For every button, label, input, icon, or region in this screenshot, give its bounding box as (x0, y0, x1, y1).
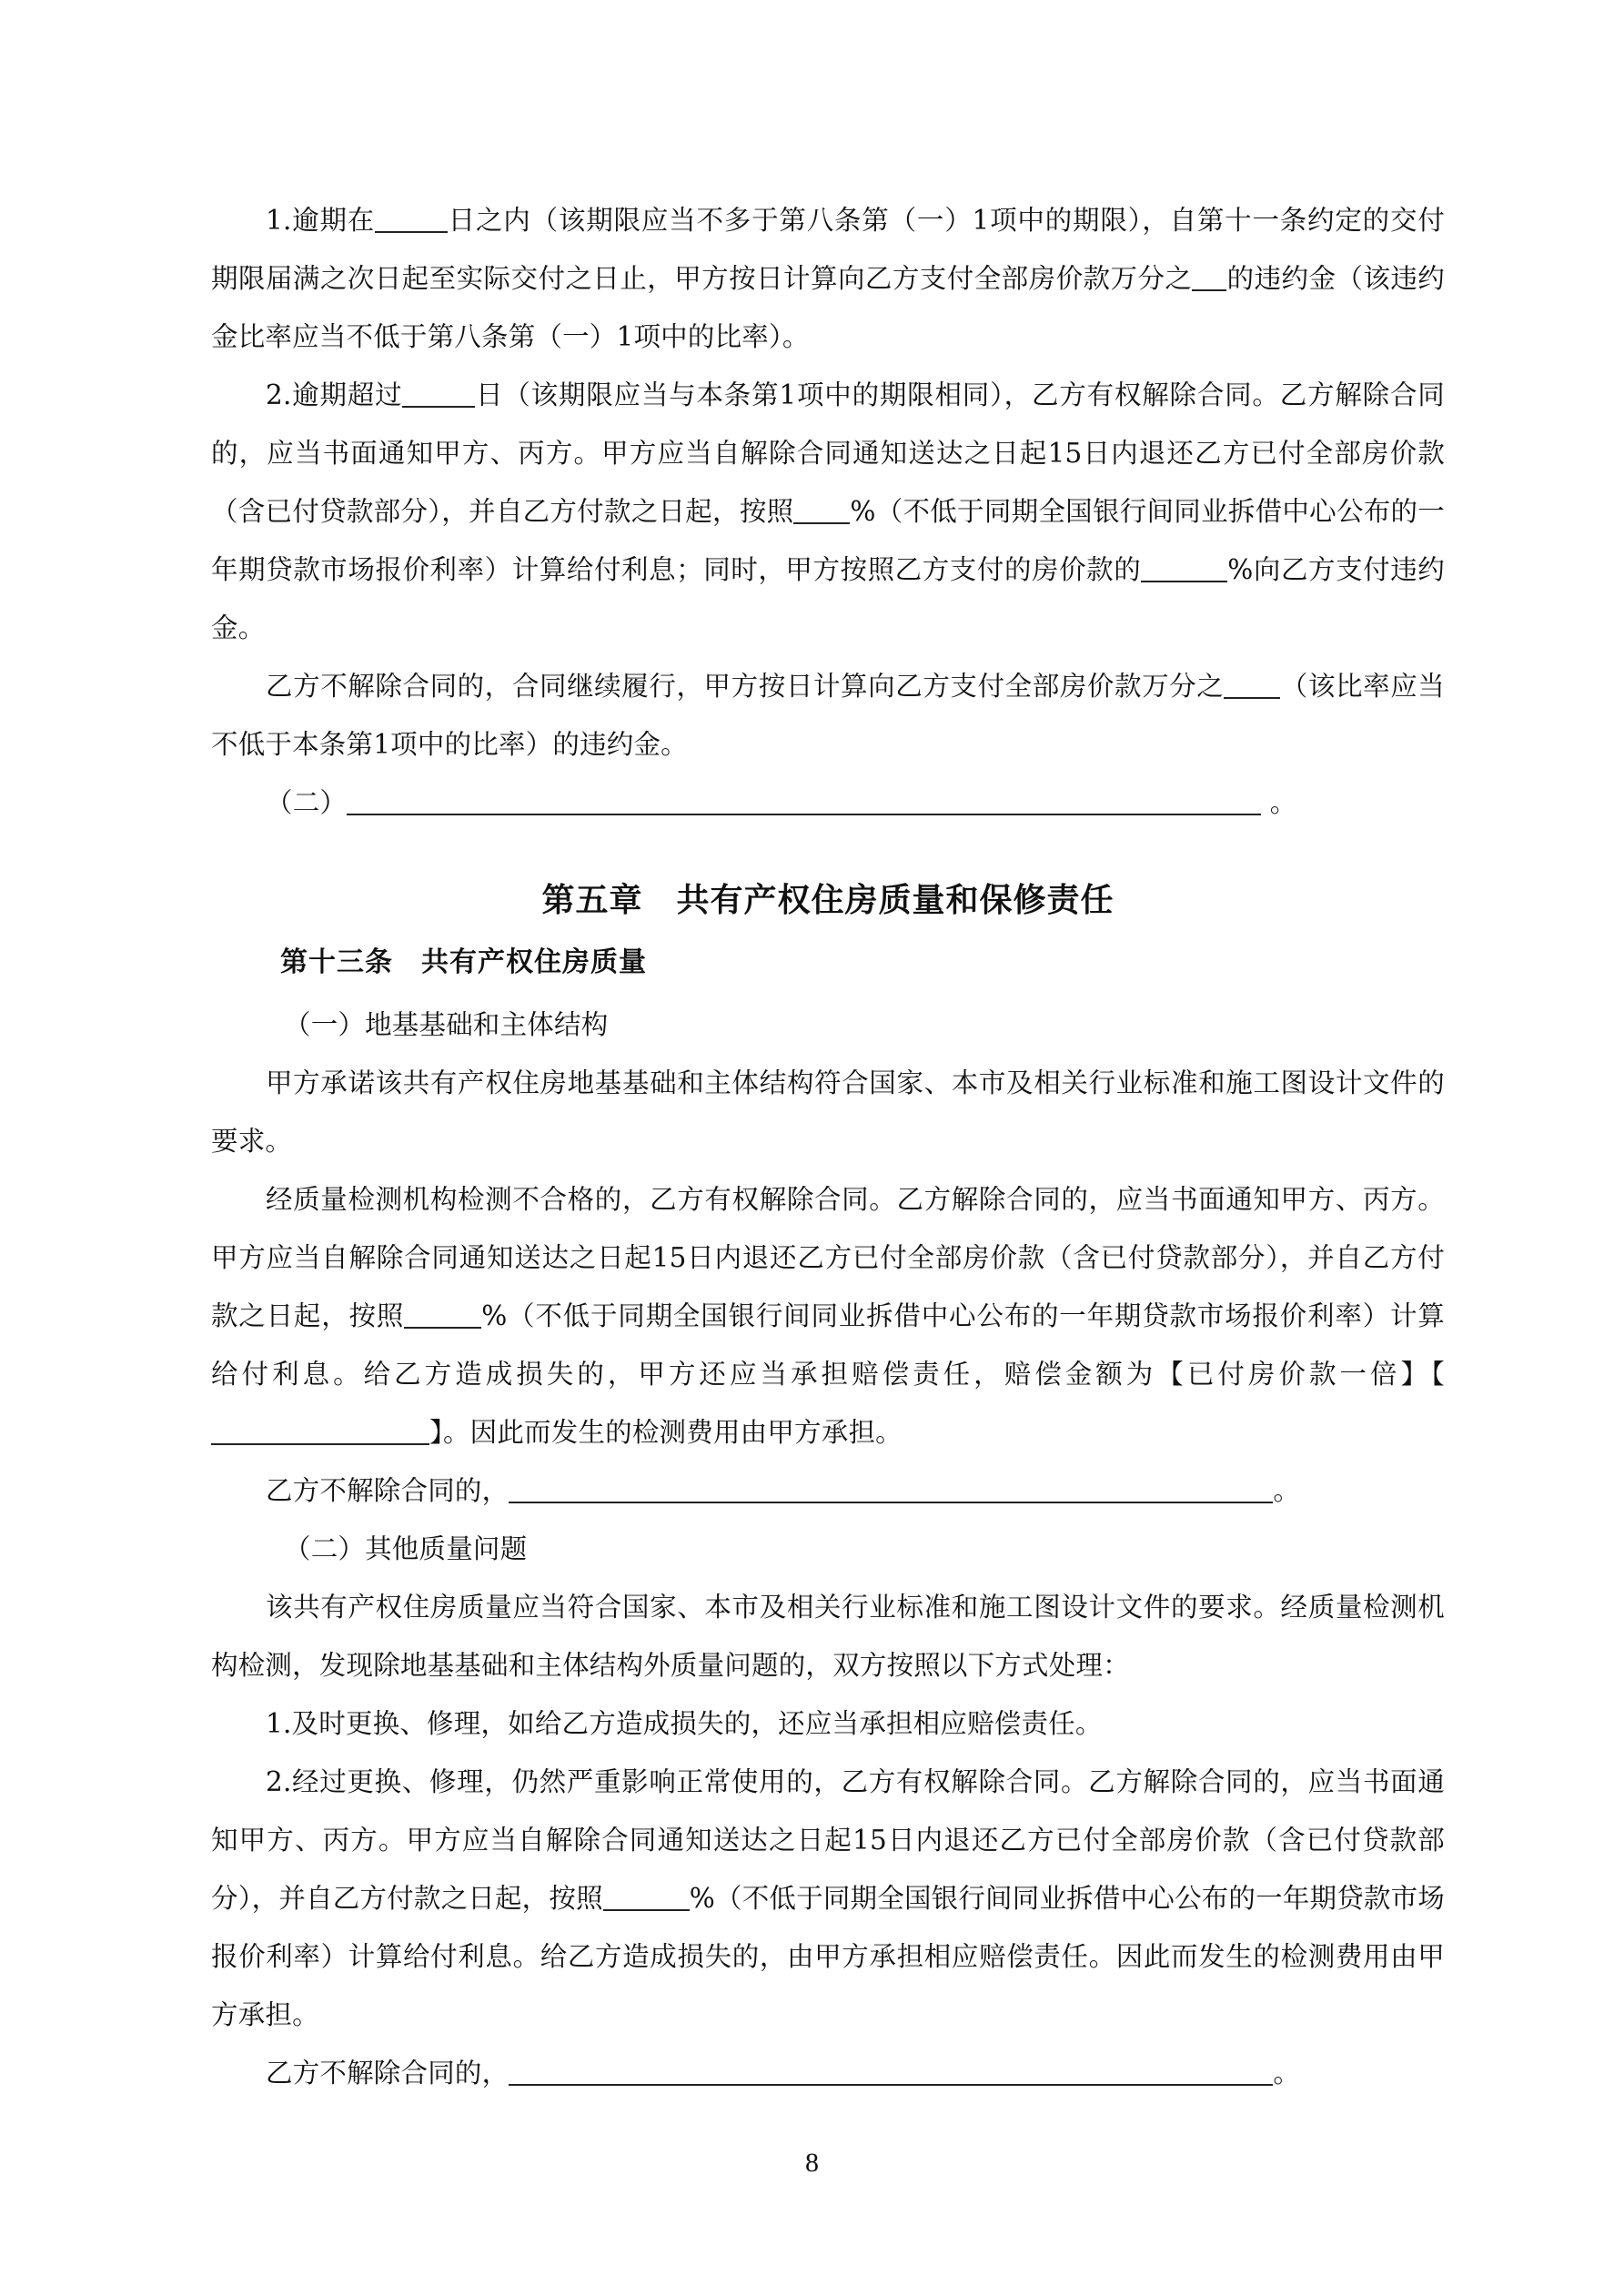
chapter-title: 第五章 共有产权住房质量和保修责任 (541, 882, 1115, 919)
subsection-heading: （一）地基基础和主体结构 (284, 1009, 609, 1040)
clause-text: %（不低于同期全国银行间同业拆借中心公布的一年期贷款市场报价利率）计算给付利息；同时，甲方按照乙方支付的房价款的 (211, 496, 1446, 585)
clause-text: 乙方不解除合同的， (266, 2058, 509, 2089)
clause-text: 乙方不解除合同的， (266, 1475, 509, 1506)
paragraph: 甲方承诺该共有产权住房地基基础和主体结构符合国家、本市及相关行业标准和施工图设计文件的要求。 (211, 1067, 1445, 1157)
paragraph (211, 1170, 1445, 1462)
clause-12-item-2 (211, 366, 1445, 657)
clause-text: 日之内（该期限应当不多于第八条第（一）1项中的期限），自第十一条约定的交付期限届满之次日起至实际交付之日止，甲方按日计算向乙方支付全部房价款万分之 (211, 205, 1445, 294)
blank-field-days[interactable] (375, 204, 448, 233)
blank-field-days[interactable] (402, 379, 475, 408)
clause-12-item-two (211, 774, 1445, 832)
blank-field-compensation[interactable] (211, 1416, 429, 1445)
subsection-heading: （二）其他质量问题 (284, 1533, 528, 1564)
clause-text: %向乙方支付违约金。 (211, 554, 1445, 643)
clause-text: 2.经过更换、修理，仍然严重影响正常使用的，乙方有权解除合同。乙方解除合同的，应当书面通知甲方、丙方。甲方应当自解除合同通知送达之日起15日内退还乙方已付全部房价款（含已付贷款部分），并自乙方付款之日起，按照 (211, 1766, 1445, 1914)
document-page (211, 191, 1445, 2102)
blank-field-penalty[interactable] (1141, 553, 1227, 582)
blank-field-no-cancel[interactable] (509, 2057, 1273, 2086)
paragraph: 该共有产权住房质量应当符合国家、本市及相关行业标准和施工图设计文件的要求。经质量检测机构检测，发现除地基基础和主体结构外质量问题的，双方按照以下方式处理： (211, 1592, 1445, 1681)
clause-text: （二） (266, 787, 348, 818)
blank-field-interest[interactable] (793, 495, 850, 524)
clause-text: 2.逾期超过 (266, 379, 403, 410)
page-number: 8 (805, 2148, 819, 2178)
clause-text: （该比率应当不低于本条第1项中的比率）的违约金。 (211, 671, 1445, 760)
clause-text: 日（该期限应当与本条第1项中的期限相同），乙方有权解除合同。乙方解除合同的，应当书面通知甲方、丙方。甲方应当自解除合同通知送达之日起15日内退还乙方已付全部房价款（含已付贷款部分），并自乙方付款之日起，按照 (211, 379, 1445, 527)
clause-text: 】。因此而发生的检测费用由甲方承担。 (429, 1417, 903, 1448)
list-item: 1.及时更换、修理，如给乙方造成损失的，还应当承担相应赔偿责任。 (266, 1708, 1103, 1739)
list-item (211, 1753, 1445, 2044)
paragraph (211, 2044, 1445, 2102)
clause-text: %（不低于同期全国银行间同业拆借中心公布的一年期贷款市场报价利率）计算给付利息。给乙方造成损失的，由甲方承担相应赔偿责任。因此而发生的检测费用由甲方承担。 (211, 1883, 1445, 2030)
blank-field-rate[interactable] (1192, 262, 1226, 291)
clause-text: 。 (1273, 1475, 1301, 1506)
clause-text: 1.逾期在 (266, 205, 376, 236)
clause-12-no-cancel (211, 657, 1445, 774)
blank-field-interest[interactable] (404, 1300, 481, 1329)
paragraph (211, 1462, 1445, 1520)
blank-field-rate[interactable] (1224, 670, 1280, 699)
article-title: 第十三条 共有产权住房质量 (280, 946, 647, 978)
clause-text: 乙方不解除合同的，合同继续履行，甲方按日计算向乙方支付全部房价款万分之 (266, 671, 1225, 702)
blank-field-interest[interactable] (603, 1882, 690, 1911)
clause-text: 经质量检测机构检测不合格的，乙方有权解除合同。乙方解除合同的，应当书面通知甲方、丙方。甲方应当自解除合同通知送达之日起15日内退还乙方已付全部房价款（含已付贷款部分），并自乙方付款之日起，按照 (211, 1184, 1445, 1331)
clause-12-item-1 (211, 191, 1445, 366)
clause-text: 的违约金（该违约金比率应当不低于第八条第（一）1项中的比率）。 (211, 263, 1445, 352)
clause-text: %（不低于同期全国银行间同业拆借中心公布的一年期贷款市场报价利率）计算给付利息。给乙方造成损失的，甲方还应当承担赔偿责任，赔偿金额为【已付房价款一倍】【 (211, 1300, 1446, 1390)
clause-text: 。 (1273, 2058, 1301, 2089)
blank-field-other[interactable] (347, 786, 1261, 815)
blank-field-no-cancel[interactable] (509, 1474, 1273, 1503)
clause-text: 。 (1269, 787, 1297, 818)
